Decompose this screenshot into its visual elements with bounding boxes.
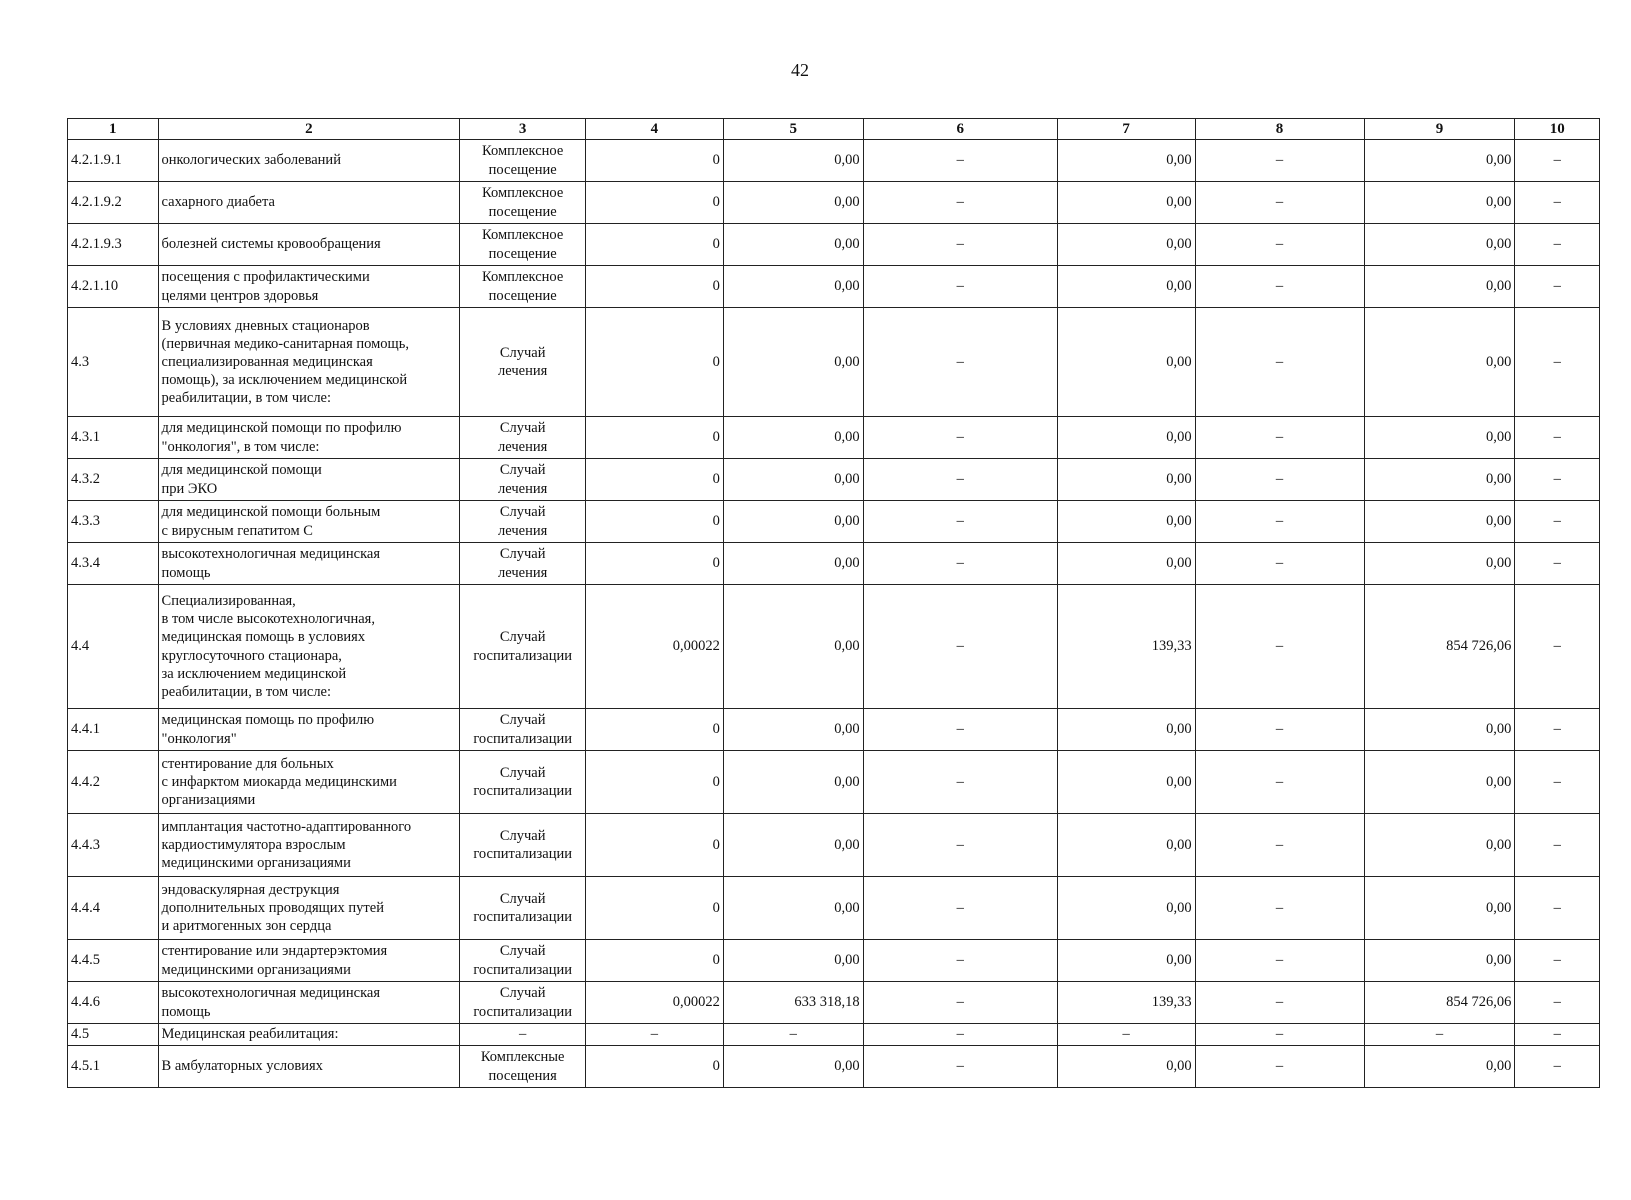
row-name <box>158 751 460 814</box>
row-name-line: медицинскими организациями <box>161 855 351 872</box>
row-name-line: для медицинской помощи больным <box>161 504 381 521</box>
row-name-line: сахарного диабета <box>161 194 275 211</box>
cell-col9: 0,00 <box>1364 417 1515 459</box>
column-header: 5 <box>723 119 863 140</box>
cell-col9: 0,00 <box>1364 182 1515 224</box>
cell-col10: – <box>1515 266 1600 308</box>
cell-col4: 0 <box>586 224 724 266</box>
row-unit <box>460 182 586 224</box>
cell-col5: 0,00 <box>723 308 863 417</box>
table-row <box>68 543 1600 585</box>
row-code: 4.2.1.9.3 <box>68 224 159 266</box>
cell-col8: – <box>1195 1024 1364 1046</box>
row-name-line: посещения с профилактическими <box>161 269 370 286</box>
cell-col7: 0,00 <box>1057 140 1195 182</box>
cell-col10: – <box>1515 585 1600 709</box>
row-code: 4.3.4 <box>68 543 159 585</box>
cell-col9: 0,00 <box>1364 814 1515 877</box>
row-unit-line: посещение <box>488 245 557 262</box>
cell-col4: – <box>586 1024 724 1046</box>
row-name-line: и аритмогенных зон сердца <box>161 918 332 935</box>
row-unit-line: лечения <box>498 438 548 455</box>
row-name-line: эндоваскулярная деструкция <box>161 881 340 898</box>
row-code: 4.4.2 <box>68 751 159 814</box>
row-name <box>158 709 460 751</box>
cell-col5: 0,00 <box>723 1046 863 1088</box>
cell-col8: – <box>1195 224 1364 266</box>
cell-col4: 0,00022 <box>586 585 724 709</box>
row-code: 4.4.3 <box>68 814 159 877</box>
cell-col8: – <box>1195 709 1364 751</box>
cell-col5: 0,00 <box>723 501 863 543</box>
cell-col6: – <box>863 266 1057 308</box>
cell-col7: 139,33 <box>1057 585 1195 709</box>
row-name-line: высокотехнологичная медицинская <box>161 985 381 1002</box>
row-unit-line: госпитализации <box>473 846 572 862</box>
row-name-line: онкологических заболеваний <box>161 152 341 169</box>
cell-col6: – <box>863 814 1057 877</box>
cell-col5: 0,00 <box>723 417 863 459</box>
cell-col7: 0,00 <box>1057 417 1195 459</box>
row-unit-line: посещение <box>488 287 557 304</box>
cell-col5: – <box>723 1024 863 1046</box>
row-unit-line: посещение <box>488 161 557 178</box>
cell-col4: 0 <box>586 940 724 982</box>
row-name-line: круглосуточного стационара, <box>161 647 342 664</box>
row-unit <box>460 266 586 308</box>
row-name <box>158 459 460 501</box>
cell-col9: 0,00 <box>1364 501 1515 543</box>
cell-col8: – <box>1195 459 1364 501</box>
row-unit-line: Случай <box>499 890 546 907</box>
row-name <box>158 982 460 1024</box>
row-name-line: В условиях дневных стационаров <box>161 317 370 334</box>
row-name-line: для медицинской помощи <box>161 462 322 479</box>
row-name-line: в том числе высокотехнологичная, <box>161 611 375 628</box>
cell-col4: 0 <box>586 751 724 814</box>
table-row <box>68 585 1600 709</box>
cell-col6: – <box>863 709 1057 751</box>
cell-col5: 633 318,18 <box>723 982 863 1024</box>
row-unit-line: – <box>519 1026 527 1043</box>
cell-col7: 0,00 <box>1057 877 1195 940</box>
cell-col4: 0 <box>586 182 724 224</box>
column-header: 10 <box>1515 119 1600 140</box>
row-name <box>158 940 460 982</box>
row-unit-line: Случай <box>499 344 546 361</box>
row-code: 4.5 <box>68 1024 159 1046</box>
table-row <box>68 940 1600 982</box>
row-name-line: за исключением медицинской <box>161 665 347 682</box>
row-name-line: организациями <box>161 792 256 809</box>
row-name-line: (первичная медико-санитарная помощь, <box>161 335 409 352</box>
cell-col6: – <box>863 182 1057 224</box>
row-name-line: В амбулаторных условиях <box>161 1058 323 1075</box>
row-name-line: стентирование для больных <box>161 755 334 772</box>
cell-col8: – <box>1195 940 1364 982</box>
cell-col7: 0,00 <box>1057 814 1195 877</box>
row-unit-line: госпитализации <box>473 909 572 925</box>
cell-col8: – <box>1195 1046 1364 1088</box>
cell-col10: – <box>1515 877 1600 940</box>
row-unit-line: лечения <box>498 522 548 539</box>
cell-col6: – <box>863 224 1057 266</box>
cell-col6: – <box>863 1024 1057 1046</box>
row-name-line: медицинская помощь в условиях <box>161 629 366 646</box>
column-header: 1 <box>68 119 159 140</box>
row-name-line: дополнительных проводящих путей <box>161 899 384 916</box>
row-unit-line: Случай <box>499 504 546 521</box>
cell-col6: – <box>863 140 1057 182</box>
cell-col4: 0 <box>586 1046 724 1088</box>
row-unit <box>460 751 586 814</box>
table-row <box>68 417 1600 459</box>
table-row <box>68 709 1600 751</box>
row-name <box>158 266 460 308</box>
cell-col9: 0,00 <box>1364 224 1515 266</box>
cell-col6: – <box>863 543 1057 585</box>
cell-col4: 0 <box>586 140 724 182</box>
row-code: 4.3.1 <box>68 417 159 459</box>
row-name <box>158 224 460 266</box>
row-unit-line: госпитализации <box>473 783 572 799</box>
cell-col5: 0,00 <box>723 877 863 940</box>
row-name <box>158 140 460 182</box>
row-name-line: "онкология", в том числе: <box>161 438 320 455</box>
cell-col5: 0,00 <box>723 940 863 982</box>
row-name-line: с инфарктом миокарда медицинскими <box>161 773 397 790</box>
table-row <box>68 1046 1600 1088</box>
row-name-line: Специализированная, <box>161 593 296 610</box>
table-row <box>68 140 1600 182</box>
cell-col10: – <box>1515 940 1600 982</box>
cell-col6: – <box>863 1046 1057 1088</box>
cell-col6: – <box>863 751 1057 814</box>
row-unit-line: госпитализации <box>473 1003 572 1020</box>
row-unit-line: посещение <box>488 203 557 220</box>
table-row <box>68 1024 1600 1046</box>
cell-col8: – <box>1195 751 1364 814</box>
row-name <box>158 877 460 940</box>
row-unit <box>460 140 586 182</box>
row-unit <box>460 417 586 459</box>
cell-col5: 0,00 <box>723 266 863 308</box>
column-header: 9 <box>1364 119 1515 140</box>
row-name <box>158 543 460 585</box>
cell-col10: – <box>1515 1046 1600 1088</box>
row-unit-line: посещения <box>488 1067 557 1084</box>
row-code: 4.5.1 <box>68 1046 159 1088</box>
cell-col6: – <box>863 940 1057 982</box>
table-row <box>68 459 1600 501</box>
row-unit-line: Случай <box>499 420 546 437</box>
row-name <box>158 1046 460 1088</box>
cell-col6: – <box>863 308 1057 417</box>
row-unit-line: госпитализации <box>473 961 572 978</box>
row-unit <box>460 1024 586 1046</box>
cell-col8: – <box>1195 877 1364 940</box>
row-unit-line: Комплексное <box>482 143 564 160</box>
cell-col10: – <box>1515 308 1600 417</box>
cell-col9: – <box>1364 1024 1515 1046</box>
row-name-line: медицинская помощь по профилю <box>161 712 375 729</box>
row-unit-line: Случай <box>499 943 546 960</box>
cell-col5: 0,00 <box>723 709 863 751</box>
cell-col7: 0,00 <box>1057 543 1195 585</box>
cell-col4: 0 <box>586 417 724 459</box>
row-name-line: Медицинская реабилитация: <box>161 1026 339 1043</box>
cell-col10: – <box>1515 751 1600 814</box>
row-unit <box>460 940 586 982</box>
cell-col7: 0,00 <box>1057 751 1195 814</box>
page-number: 42 <box>791 60 809 80</box>
cell-col7: 0,00 <box>1057 224 1195 266</box>
cell-col10: – <box>1515 814 1600 877</box>
cell-col4: 0 <box>586 709 724 751</box>
table-row <box>68 814 1600 877</box>
cell-col7: 0,00 <box>1057 308 1195 417</box>
row-code: 4.4.5 <box>68 940 159 982</box>
row-name-line: целями центров здоровья <box>161 287 319 304</box>
cell-col8: – <box>1195 417 1364 459</box>
row-code: 4.3.2 <box>68 459 159 501</box>
table-row <box>68 182 1600 224</box>
table-row <box>68 224 1600 266</box>
column-header: 3 <box>460 119 586 140</box>
row-name <box>158 308 460 417</box>
row-code: 4.3 <box>68 308 159 417</box>
cell-col8: – <box>1195 543 1364 585</box>
row-unit-line: Случай <box>499 827 546 844</box>
cell-col9: 0,00 <box>1364 459 1515 501</box>
cell-col4: 0 <box>586 814 724 877</box>
row-name-line: медицинскими организациями <box>161 961 351 978</box>
cell-col4: 0 <box>586 501 724 543</box>
cell-col5: 0,00 <box>723 182 863 224</box>
row-unit <box>460 459 586 501</box>
row-name-line: помощь <box>161 564 211 581</box>
cell-col9: 854 726,06 <box>1364 982 1515 1024</box>
cell-col10: – <box>1515 1024 1600 1046</box>
row-name <box>158 1024 460 1046</box>
table-row <box>68 982 1600 1024</box>
table-row <box>68 266 1600 308</box>
column-header: 7 <box>1057 119 1195 140</box>
cell-col4: 0,00022 <box>586 982 724 1024</box>
cell-col4: 0 <box>586 543 724 585</box>
row-name-line: при ЭКО <box>161 480 218 497</box>
table-row <box>68 877 1600 940</box>
row-name <box>158 417 460 459</box>
cell-col7: 0,00 <box>1057 266 1195 308</box>
row-code: 4.2.1.9.1 <box>68 140 159 182</box>
row-name <box>158 182 460 224</box>
row-unit-line: госпитализации <box>473 730 572 747</box>
cell-col10: – <box>1515 182 1600 224</box>
row-name-line: помощь <box>161 1003 211 1020</box>
cell-col8: – <box>1195 982 1364 1024</box>
column-header: 6 <box>863 119 1057 140</box>
column-header: 8 <box>1195 119 1364 140</box>
row-unit-line: лечения <box>498 480 548 497</box>
row-unit-line: Случай <box>499 712 546 729</box>
cell-col6: – <box>863 459 1057 501</box>
cell-col7: 0,00 <box>1057 182 1195 224</box>
row-name-line: реабилитации, в том числе: <box>161 683 332 700</box>
cell-col9: 0,00 <box>1364 940 1515 982</box>
cell-col10: – <box>1515 709 1600 751</box>
cell-col6: – <box>863 417 1057 459</box>
cell-col8: – <box>1195 814 1364 877</box>
cell-col7: 139,33 <box>1057 982 1195 1024</box>
column-header: 2 <box>158 119 460 140</box>
cell-col5: 0,00 <box>723 140 863 182</box>
row-unit-line: Комплексное <box>482 227 564 244</box>
table-body <box>68 140 1600 1088</box>
cell-col10: – <box>1515 224 1600 266</box>
cell-col6: – <box>863 877 1057 940</box>
row-unit <box>460 308 586 417</box>
row-unit <box>460 877 586 940</box>
cell-col8: – <box>1195 501 1364 543</box>
cell-col6: – <box>863 982 1057 1024</box>
row-unit <box>460 709 586 751</box>
row-unit <box>460 814 586 877</box>
row-code: 4.3.3 <box>68 501 159 543</box>
row-code: 4.2.1.9.2 <box>68 182 159 224</box>
table-row <box>68 751 1600 814</box>
cell-col5: 0,00 <box>723 814 863 877</box>
row-unit <box>460 1046 586 1088</box>
cell-col5: 0,00 <box>723 543 863 585</box>
cell-col9: 0,00 <box>1364 543 1515 585</box>
cell-col6: – <box>863 585 1057 709</box>
cell-col4: 0 <box>586 266 724 308</box>
cell-col10: – <box>1515 543 1600 585</box>
data-table <box>67 118 1600 1088</box>
cell-col7: 0,00 <box>1057 1046 1195 1088</box>
header-row <box>68 119 1600 140</box>
cell-col10: – <box>1515 417 1600 459</box>
column-header: 4 <box>586 119 724 140</box>
row-code: 4.4 <box>68 585 159 709</box>
row-name-line: кардиостимулятора взрослым <box>161 836 346 853</box>
row-code: 4.4.1 <box>68 709 159 751</box>
cell-col9: 0,00 <box>1364 709 1515 751</box>
row-unit-line: Комплексные <box>480 1049 565 1066</box>
row-name-line: высокотехнологичная медицинская <box>161 546 381 563</box>
table-row <box>68 501 1600 543</box>
row-name-line: специализированная медицинская <box>161 353 373 370</box>
cell-col7: 0,00 <box>1057 459 1195 501</box>
row-name-line: помощь), за исключением медицинской <box>161 372 408 389</box>
row-unit <box>460 224 586 266</box>
cell-col5: 0,00 <box>723 224 863 266</box>
table-row <box>68 308 1600 417</box>
cell-col5: 0,00 <box>723 459 863 501</box>
cell-col7: – <box>1057 1024 1195 1046</box>
row-unit-line: лечения <box>498 363 548 379</box>
row-unit-line: Комплексное <box>482 269 564 286</box>
row-name-line: "онкология" <box>161 730 237 747</box>
cell-col6: – <box>863 501 1057 543</box>
cell-col9: 0,00 <box>1364 1046 1515 1088</box>
cell-col7: 0,00 <box>1057 940 1195 982</box>
row-unit-line: Комплексное <box>482 185 564 202</box>
row-unit <box>460 543 586 585</box>
row-name <box>158 585 460 709</box>
cell-col8: – <box>1195 308 1364 417</box>
cell-col10: – <box>1515 140 1600 182</box>
row-name-line: имплантация частотно-адаптированного <box>161 818 412 835</box>
row-name-line: реабилитации, в том числе: <box>161 390 332 407</box>
cell-col4: 0 <box>586 459 724 501</box>
cell-col8: – <box>1195 585 1364 709</box>
row-name-line: болезней системы кровообращения <box>161 236 381 253</box>
cell-col9: 0,00 <box>1364 877 1515 940</box>
cell-col4: 0 <box>586 877 724 940</box>
row-unit-line: госпитализации <box>473 647 572 664</box>
cell-col9: 0,00 <box>1364 751 1515 814</box>
row-unit <box>460 585 586 709</box>
row-name-line: с вирусным гепатитом С <box>161 522 313 539</box>
row-code: 4.2.1.10 <box>68 266 159 308</box>
row-name-line: для медицинской помощи по профилю <box>161 420 402 437</box>
cell-col9: 0,00 <box>1364 140 1515 182</box>
cell-col8: – <box>1195 266 1364 308</box>
row-unit-line: Случай <box>499 629 546 646</box>
cell-col5: 0,00 <box>723 751 863 814</box>
cell-col5: 0,00 <box>723 585 863 709</box>
row-code: 4.4.6 <box>68 982 159 1024</box>
cell-col8: – <box>1195 140 1364 182</box>
row-name <box>158 501 460 543</box>
row-unit-line: Случай <box>499 764 546 781</box>
cell-col9: 0,00 <box>1364 266 1515 308</box>
row-unit <box>460 982 586 1024</box>
row-name-line: стентирование или эндартерэктомия <box>161 943 388 960</box>
cell-col9: 0,00 <box>1364 308 1515 417</box>
row-unit-line: Случай <box>499 985 546 1002</box>
cell-col4: 0 <box>586 308 724 417</box>
row-unit <box>460 501 586 543</box>
row-unit-line: Случай <box>499 546 546 563</box>
cell-col9: 854 726,06 <box>1364 585 1515 709</box>
row-code: 4.4.4 <box>68 877 159 940</box>
cell-col10: – <box>1515 982 1600 1024</box>
cell-col7: 0,00 <box>1057 709 1195 751</box>
row-name <box>158 814 460 877</box>
cell-col7: 0,00 <box>1057 501 1195 543</box>
cell-col8: – <box>1195 182 1364 224</box>
cell-col10: – <box>1515 501 1600 543</box>
row-unit-line: Случай <box>499 462 546 479</box>
cell-col10: – <box>1515 459 1600 501</box>
row-unit-line: лечения <box>498 564 548 581</box>
